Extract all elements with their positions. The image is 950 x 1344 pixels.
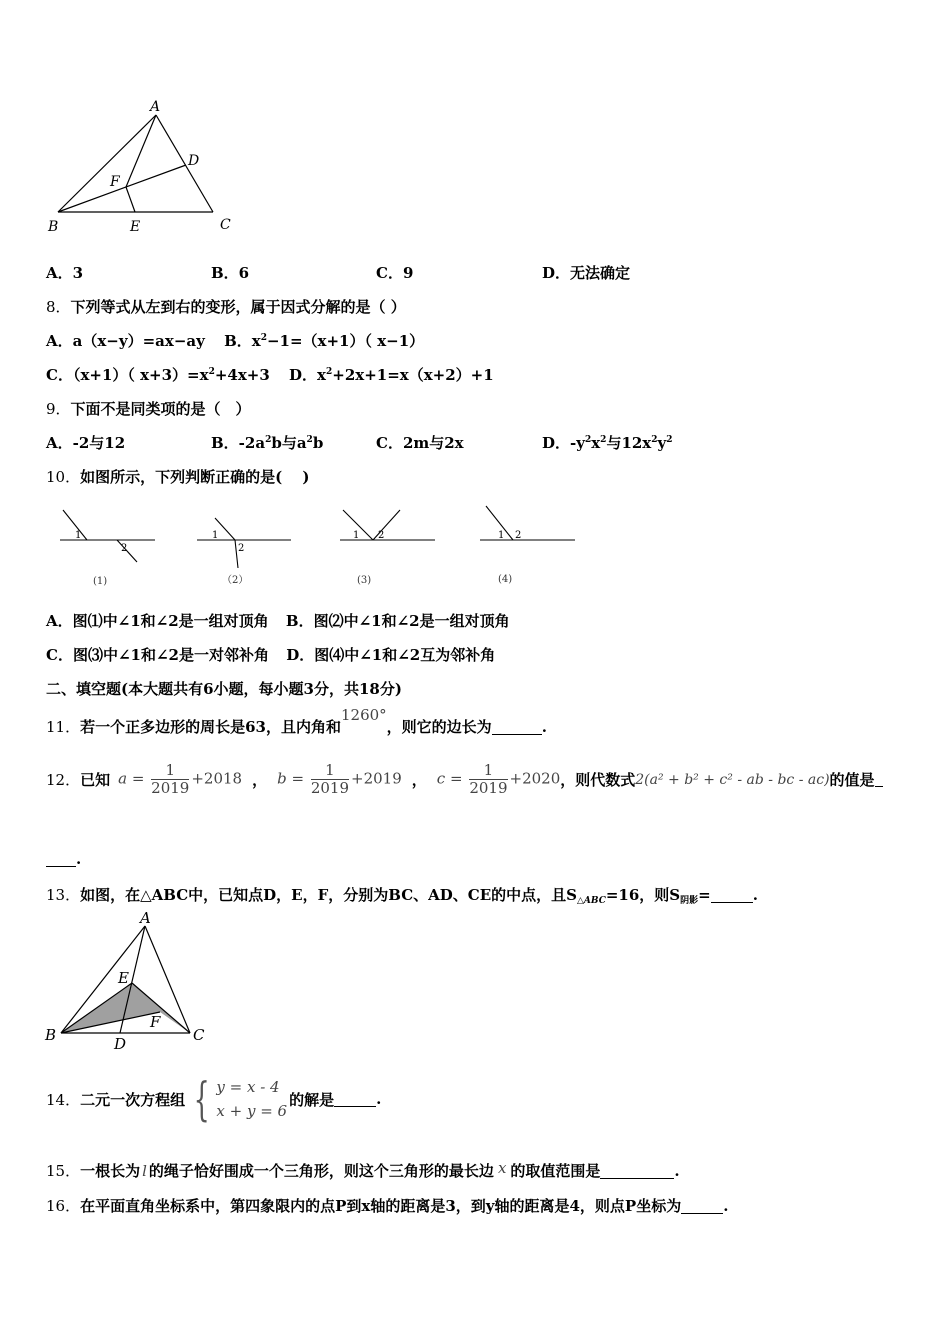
question-10 <box>46 466 310 487</box>
q8-options-row1 <box>46 330 424 351</box>
q16-answer-blank[interactable] <box>681 1199 723 1214</box>
fig4-angle-1: 1 <box>498 530 505 541</box>
q8-option-b: B．$x^2-1=(x+1)$（ x−1） <box>224 332 425 350</box>
q10-option-d: D．图⑷中∠1和∠2互为邻补角 <box>286 646 496 664</box>
q7-option-b: B．6 <box>211 264 250 282</box>
q10-options-row2 <box>46 644 495 665</box>
q10-options-row1 <box>46 610 510 631</box>
fig3-caption: (3) <box>357 575 372 586</box>
q8-options-row2 <box>46 364 494 385</box>
question-14: 14． 二元一次方程组 { y = x - 4 x + y = 6 的解是 . <box>46 1072 382 1126</box>
q15-answer-blank[interactable] <box>600 1164 674 1179</box>
q14-eq1: y = x - 4 <box>216 1078 280 1096</box>
q12-answer-blank[interactable] <box>46 852 76 867</box>
q10-number: 10． <box>46 468 81 486</box>
q13-label-e: E <box>118 969 129 987</box>
q12-blank-start <box>875 772 883 787</box>
q12-c-expr: c = $\frac{1}{2019}$ +2020 <box>436 761 561 797</box>
triangle-figure-q7 <box>40 95 250 245</box>
q12-answer-line: . <box>46 850 81 868</box>
label-c: C <box>220 217 231 233</box>
q8-option-d: D．$x^2+2x+1=x(x+2)+1$ <box>289 366 494 384</box>
section-2-title: 二、填空题(本大题共有6小题，每小题3分，共18分) <box>46 680 402 698</box>
q8-option-a: A．a（x−y）=ax−ay <box>46 332 205 350</box>
q12-a-expr: a = $\frac{1}{2019}$ +2018 <box>118 761 243 797</box>
fig3-angle-2: 2 <box>378 530 385 541</box>
q14-eq2: x + y = 6 <box>216 1102 288 1120</box>
q9-option-a: A．-2与12 <box>46 434 126 452</box>
fig1-angle-1: 1 <box>75 530 82 541</box>
q8-option-c: C．（x+1）（ $x+3)=x^2+4x+3$ <box>46 366 270 384</box>
q10-text: 如图所示，下列判断正确的是( ) <box>80 468 310 486</box>
q7-option-c: C．9 <box>376 264 414 282</box>
q9-option-b: B．$-2a^2b$与$a^2b$ <box>211 434 324 452</box>
q12-b-expr: b = $\frac{1}{2019}$ +2019 <box>277 761 402 797</box>
question-12: 12． 已知 a = $\frac{1}{2019}$ +2018 ， b = $\frac{1}{2019}$ +2019 ， c = $\frac{1}{2019}$ +2020 ，则代数式 2(a² + b² + c² - ab - bc - ac) 的值是 <box>46 762 883 797</box>
q10-option-c: C．图⑶中∠1和∠2是一对邻补角 <box>46 646 269 664</box>
q13-answer-blank[interactable] <box>711 888 753 903</box>
q13-label-d: D <box>114 1035 127 1053</box>
q10-option-a: A．图⑴中∠1和∠2是一组对顶角 <box>46 612 269 630</box>
label-a: A <box>150 99 161 115</box>
question-13: 13．如图，在△ABC中，已知点D，E，F，分别为BC、AD、CE的中点，且$S_{\triangle ABC}=16$，则$S_{阴影}=$ . <box>46 886 758 906</box>
label-d: D <box>188 153 200 169</box>
fig3-angle-1: 1 <box>353 530 360 541</box>
q8-number: 8． <box>46 298 71 316</box>
q7-option-a: A．3 <box>46 264 84 282</box>
q9-option-d: D．$-y^2x^2$与$12x^2y^2$ <box>542 434 673 452</box>
q12-algebraic-expr: 2(a² + b² + c² - ab - bc - ac) <box>635 771 830 788</box>
q9-number: 9． <box>46 400 71 418</box>
fig2-angle-1: 1 <box>212 530 219 541</box>
label-b: B <box>48 219 59 235</box>
q13-label-c: C <box>193 1026 205 1044</box>
q11-angle: 1260° <box>340 706 387 724</box>
q8-text: 下列等式从左到右的变形，属于因式分解的是（ ） <box>70 298 406 316</box>
fig1-caption: (1) <box>93 576 108 587</box>
fig1-angle-2: 2 <box>121 543 128 554</box>
q9-text: 下面不是同类项的是（ ） <box>70 400 251 418</box>
fig2-angle-2: 2 <box>238 543 245 554</box>
q7-option-d: D．无法确定 <box>542 264 631 282</box>
question-8 <box>46 296 406 317</box>
question-9 <box>46 398 251 419</box>
q11-answer-blank[interactable] <box>492 720 542 735</box>
fig4-angle-2: 2 <box>515 530 522 541</box>
angle-figures-q10 <box>55 500 595 595</box>
triangle-figure-q13 <box>40 906 215 1054</box>
q14-equation-system: { y = x - 4 x + y = 6 <box>193 1072 288 1126</box>
q10-option-b: B．图⑵中∠1和∠2是一组对顶角 <box>285 612 510 630</box>
q13-label-b: B <box>45 1026 57 1044</box>
q13-label-a: A <box>140 909 151 927</box>
question-11: 11．若一个正多边形的周长是63，且内角和1260°，则它的边长为 . <box>46 706 547 736</box>
fig4-caption: (4) <box>498 574 513 585</box>
label-e: E <box>130 219 141 235</box>
q9-option-c: C．2m与2x <box>376 434 464 452</box>
q13-label-f: F <box>150 1013 161 1031</box>
question-15: 15．一根长为 l 的绳子恰好围成一个三角形，则这个三角形的最长边 x 的取值范围是 . <box>46 1159 680 1180</box>
question-16: 16．在平面直角坐标系中，第四象限内的点P到x轴的距离是3，到y轴的距离是4，则点P坐标为 . <box>46 1197 729 1215</box>
label-f: F <box>110 174 120 190</box>
q14-answer-blank[interactable] <box>334 1092 376 1107</box>
fig2-caption: （2） <box>222 575 249 586</box>
